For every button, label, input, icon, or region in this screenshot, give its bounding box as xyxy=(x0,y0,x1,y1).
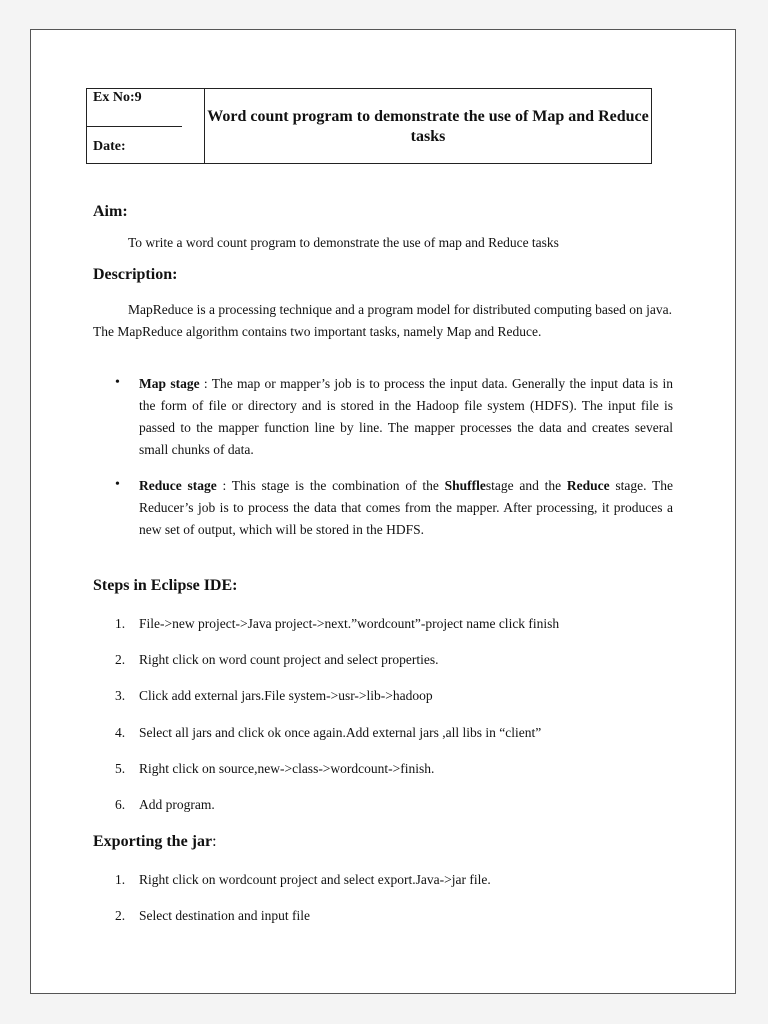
step-number: 1. xyxy=(115,872,126,887)
step-text: Right click on wordcount project and select export.Java->jar file. xyxy=(139,872,491,887)
eclipse-step xyxy=(115,616,675,632)
export-heading-text: Exporting the jar xyxy=(93,833,213,850)
step-text: Select all jars and click ok once again.Add external jars ,all libs in “client” xyxy=(139,725,542,740)
eclipse-step xyxy=(115,761,675,777)
step-text: Click add external jars.File system->usr->lib->hadoop xyxy=(139,688,433,703)
step-text: Right click on word count project and select properties. xyxy=(139,652,439,667)
eclipse-step xyxy=(115,725,675,741)
step-text: File->new project->Java project->next.”wordcount”-project name click finish xyxy=(139,616,560,631)
export-step xyxy=(115,908,675,924)
exercise-title: Word count program to demonstrate the use of Map and Reduce tasks xyxy=(207,108,649,145)
step-number: 6. xyxy=(115,797,126,812)
bullet-icon: • xyxy=(115,477,120,492)
map-stage-label: Map stage xyxy=(139,376,200,391)
exercise-date: Date: xyxy=(93,139,126,154)
reduce-stage-text-3: stage. The Reducer’s job is to process the data that comes from the mapper. After processing, it produces a new set of output, which will be stored in the HDFS. xyxy=(139,478,674,537)
export-step xyxy=(115,872,675,888)
reduce-stage-text-1: : This stage is the combination of the xyxy=(216,478,445,493)
exercise-number: Ex No:9 xyxy=(93,90,142,105)
step-text: Select destination and input file xyxy=(139,908,310,923)
reduce-stage-text-2: stage and the xyxy=(485,478,567,493)
description-heading: Description: xyxy=(93,266,178,283)
map-stage-text: : The map or mapper’s job is to process the input data. Generally the input data is in the form of file or directory and is stored in the Hadoop file system (HDFS). The input file is passed to the mapper function line by line. The mapper processes the data and creates several small chunks of data. xyxy=(139,376,673,457)
step-number: 5. xyxy=(115,761,126,776)
eclipse-step xyxy=(115,652,675,668)
step-number: 1. xyxy=(115,616,126,631)
step-text: Add program. xyxy=(139,797,215,812)
step-text: Right click on source,new->class->wordcount->finish. xyxy=(139,761,435,776)
eclipse-step xyxy=(115,797,675,813)
eclipse-steps-heading: Steps in Eclipse IDE: xyxy=(93,577,238,594)
export-jar-heading xyxy=(93,833,217,851)
step-number: 2. xyxy=(115,908,126,923)
cell-divider xyxy=(87,126,182,127)
map-stage-paragraph xyxy=(139,373,673,461)
aim-text: To write a word count program to demonstrate the use of map and Reduce tasks xyxy=(128,235,559,250)
export-heading-colon: : xyxy=(212,833,217,850)
exercise-info-cell xyxy=(87,89,205,163)
step-number: 3. xyxy=(115,688,126,703)
reduce-stage-paragraph xyxy=(139,475,673,541)
document-page xyxy=(30,29,736,994)
shuffle-term: Shuffle xyxy=(444,478,486,493)
aim-heading: Aim: xyxy=(93,203,128,220)
step-number: 4. xyxy=(115,725,126,740)
exercise-header-table xyxy=(86,88,652,164)
step-number: 2. xyxy=(115,652,126,667)
reduce-stage-label: Reduce stage xyxy=(139,478,217,493)
eclipse-step xyxy=(115,688,675,704)
reduce-term: Reduce xyxy=(566,478,610,493)
description-text: MapReduce is a processing technique and a program model for distributed computing based on java. The MapReduce algorithm contains two important tasks, namely Map and Reduce. xyxy=(93,302,672,339)
bullet-icon: • xyxy=(115,375,120,390)
